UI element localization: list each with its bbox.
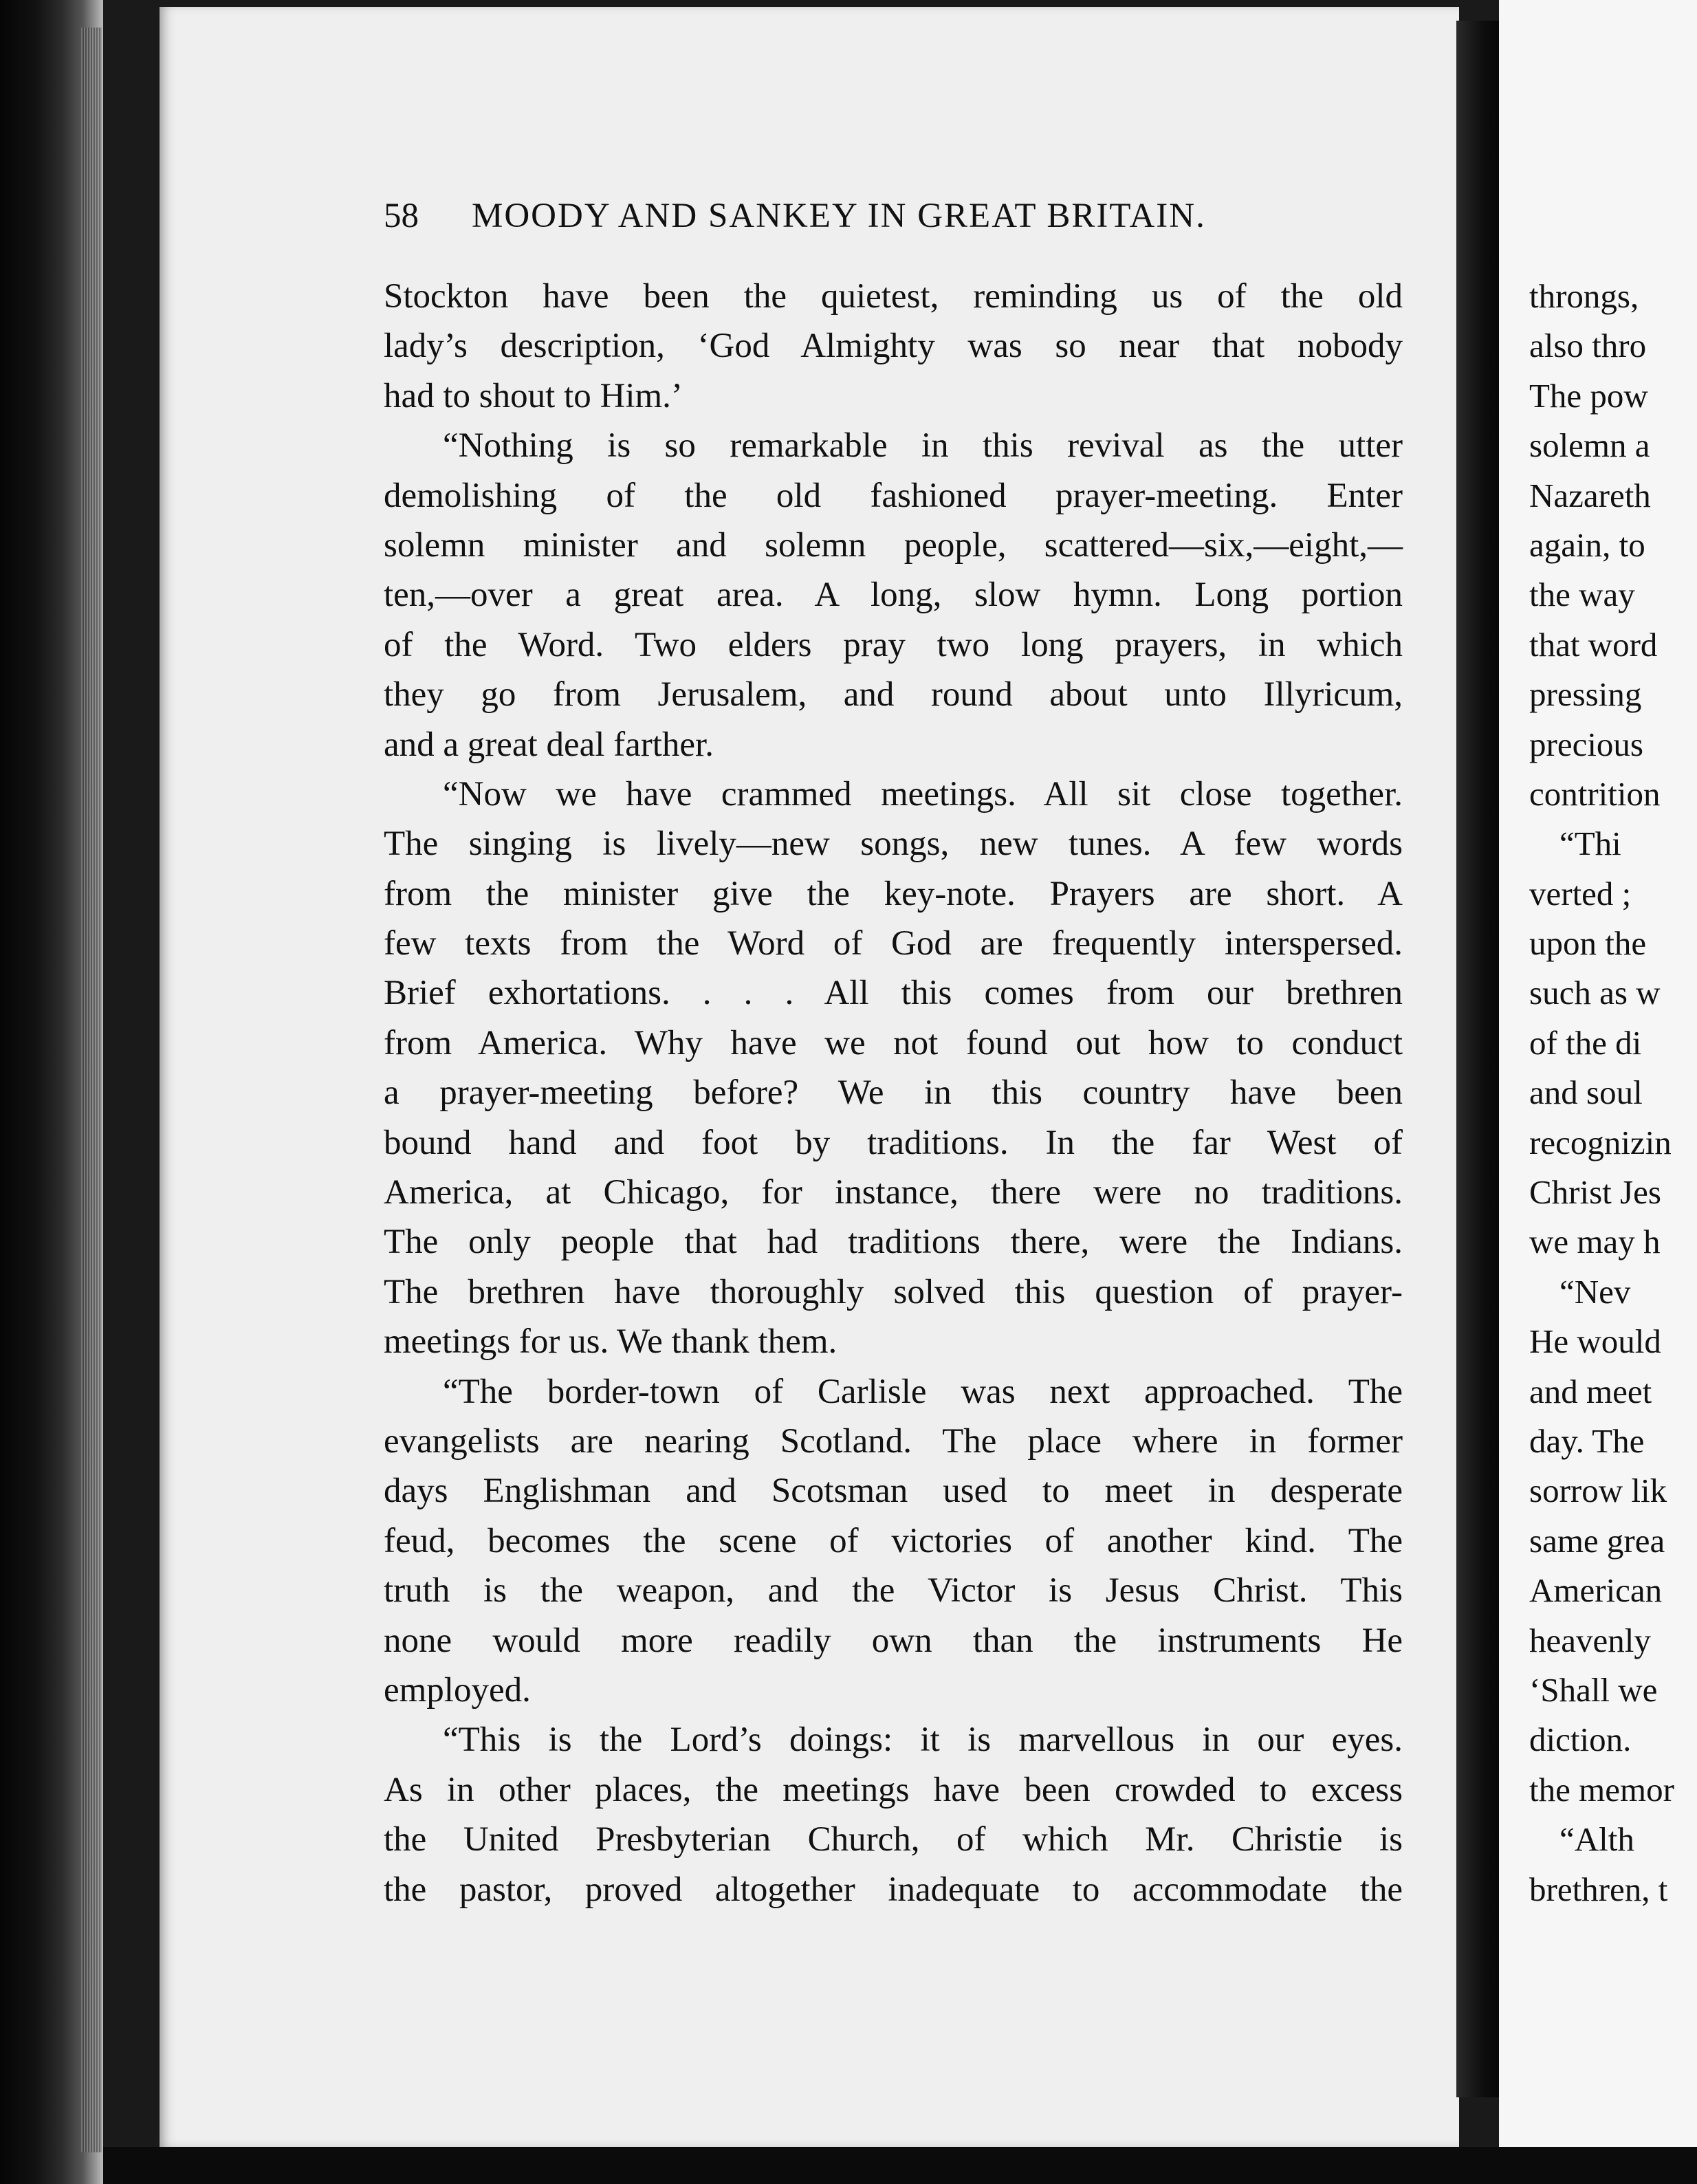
- book-edge-left: [0, 0, 103, 2184]
- text-line: of the Word. Two elders pray two long prayers, in which: [384, 625, 1403, 664]
- right-page-line: day. The: [1529, 1421, 1645, 1460]
- text-line: lady’s description, ‘God Almighty was so near that nobody: [384, 327, 1403, 366]
- text-line: demolishing of the old fashioned prayer-meeting. Enter: [384, 476, 1403, 515]
- right-page-line: “Nev: [1559, 1272, 1631, 1311]
- text-line: solemn minister and solemn people, scattered—six,—eight,—: [384, 525, 1403, 565]
- right-page-line: precious: [1529, 725, 1643, 763]
- text-line: truth is the weapon, and the Victor is Jesus Christ. This: [384, 1571, 1403, 1610]
- running-title: MOODY AND SANKEY IN GREAT BRITAIN.: [472, 197, 1206, 235]
- right-page-line: of the di: [1529, 1023, 1642, 1062]
- text-line: As in other places, the meetings have been crowded to excess: [384, 1770, 1403, 1809]
- book-page-right: [1499, 0, 1697, 2184]
- text-line: meetings for us. We thank them.: [384, 1322, 837, 1362]
- right-page-line: such as w: [1529, 974, 1661, 1012]
- text-line: and a great deal farther.: [384, 725, 714, 764]
- right-page-line: same grea: [1529, 1521, 1665, 1560]
- right-page-line: Christ Jes: [1529, 1173, 1661, 1212]
- text-line: ten,—over a great area. A long, slow hymn. Long portion: [384, 576, 1403, 615]
- right-page-line: sorrow lik: [1529, 1472, 1667, 1510]
- text-line: the United Presbyterian Church, of which Mr. Christie is: [384, 1820, 1403, 1859]
- text-line: a prayer-meeting before? We in this country have been: [384, 1073, 1403, 1113]
- text-line: few texts from the Word of God are frequently interspersed.: [384, 924, 1403, 963]
- text-line: they go from Jerusalem, and round about unto Illyricum,: [384, 675, 1403, 714]
- right-page-line: The pow: [1529, 376, 1648, 415]
- right-page-line: we may h: [1529, 1223, 1661, 1261]
- text-line: feud, becomes the scene of victories of another kind. The: [384, 1521, 1403, 1560]
- text-line: The brethren have thoroughly solved this question of prayer-: [384, 1272, 1403, 1311]
- text-line: evangelists are nearing Scotland. The place where in former: [384, 1421, 1403, 1461]
- right-page-line: the way: [1529, 576, 1635, 614]
- body-text: [384, 272, 1403, 1914]
- page-number: 58: [384, 197, 419, 235]
- right-page-line: that word: [1529, 625, 1658, 664]
- text-line: “Nothing is so remarkable in this revival as the utter: [443, 426, 1403, 466]
- right-page-text: [1529, 272, 1697, 1914]
- right-page-line: pressing: [1529, 675, 1642, 714]
- right-page-line: the memor: [1529, 1770, 1674, 1809]
- right-page-line: He would: [1529, 1322, 1661, 1361]
- right-page-line: Nazareth: [1529, 476, 1651, 514]
- text-line: employed.: [384, 1670, 531, 1710]
- right-page-line: also thro: [1529, 327, 1647, 365]
- right-page-line: verted ;: [1529, 874, 1632, 913]
- right-page-line: recognizin: [1529, 1123, 1672, 1161]
- text-line: the pastor, proved altogether inadequate to accommodate the: [384, 1870, 1403, 1909]
- right-page-line: “Thi: [1559, 825, 1621, 863]
- right-page-line: “Alth: [1559, 1820, 1634, 1859]
- scan-bottom-border: [103, 2147, 1697, 2184]
- text-line: The singing is lively—new songs, new tunes. A few words: [384, 825, 1403, 864]
- right-page-line: American: [1529, 1571, 1663, 1610]
- text-line: had to shout to Him.’: [384, 376, 683, 415]
- text-line: none would more readily own than the instruments He: [384, 1621, 1403, 1660]
- running-head: [384, 191, 1415, 241]
- right-page-line: heavenly: [1529, 1621, 1651, 1659]
- text-line: days Englishman and Scotsman used to meet in desperate: [384, 1472, 1403, 1511]
- text-line: bound hand and foot by traditions. In the far West of: [384, 1123, 1403, 1162]
- right-page-line: contrition: [1529, 774, 1661, 813]
- text-line: The only people that had traditions there, were the Indians.: [384, 1223, 1403, 1262]
- right-page-line: again, to: [1529, 525, 1645, 564]
- text-line: “The border-town of Carlisle was next approached. The: [443, 1372, 1403, 1411]
- text-line: Stockton have been the quietest, reminding us of the old: [384, 277, 1403, 316]
- text-line: from America. Why have we not found out how to conduct: [384, 1023, 1403, 1062]
- right-page-line: solemn a: [1529, 426, 1650, 465]
- right-page-line: upon the: [1529, 924, 1647, 963]
- text-line: “Now we have crammed meetings. All sit close together.: [443, 774, 1403, 813]
- right-page-line: ‘Shall we: [1529, 1670, 1658, 1709]
- text-line: Brief exhortations. . . . All this comes from our brethren: [384, 974, 1403, 1013]
- text-line: “This is the Lord’s doings: it is marvellous in our eyes.: [443, 1721, 1403, 1760]
- text-line: from the minister give the key-note. Prayers are short. A: [384, 874, 1403, 913]
- right-page-line: throngs,: [1529, 277, 1639, 315]
- right-page-line: and meet: [1529, 1372, 1652, 1410]
- text-line: America, at Chicago, for instance, there were no traditions.: [384, 1173, 1403, 1212]
- right-page-line: and soul: [1529, 1073, 1643, 1112]
- right-page-line: brethren, t: [1529, 1870, 1668, 1908]
- right-page-line: diction.: [1529, 1721, 1632, 1759]
